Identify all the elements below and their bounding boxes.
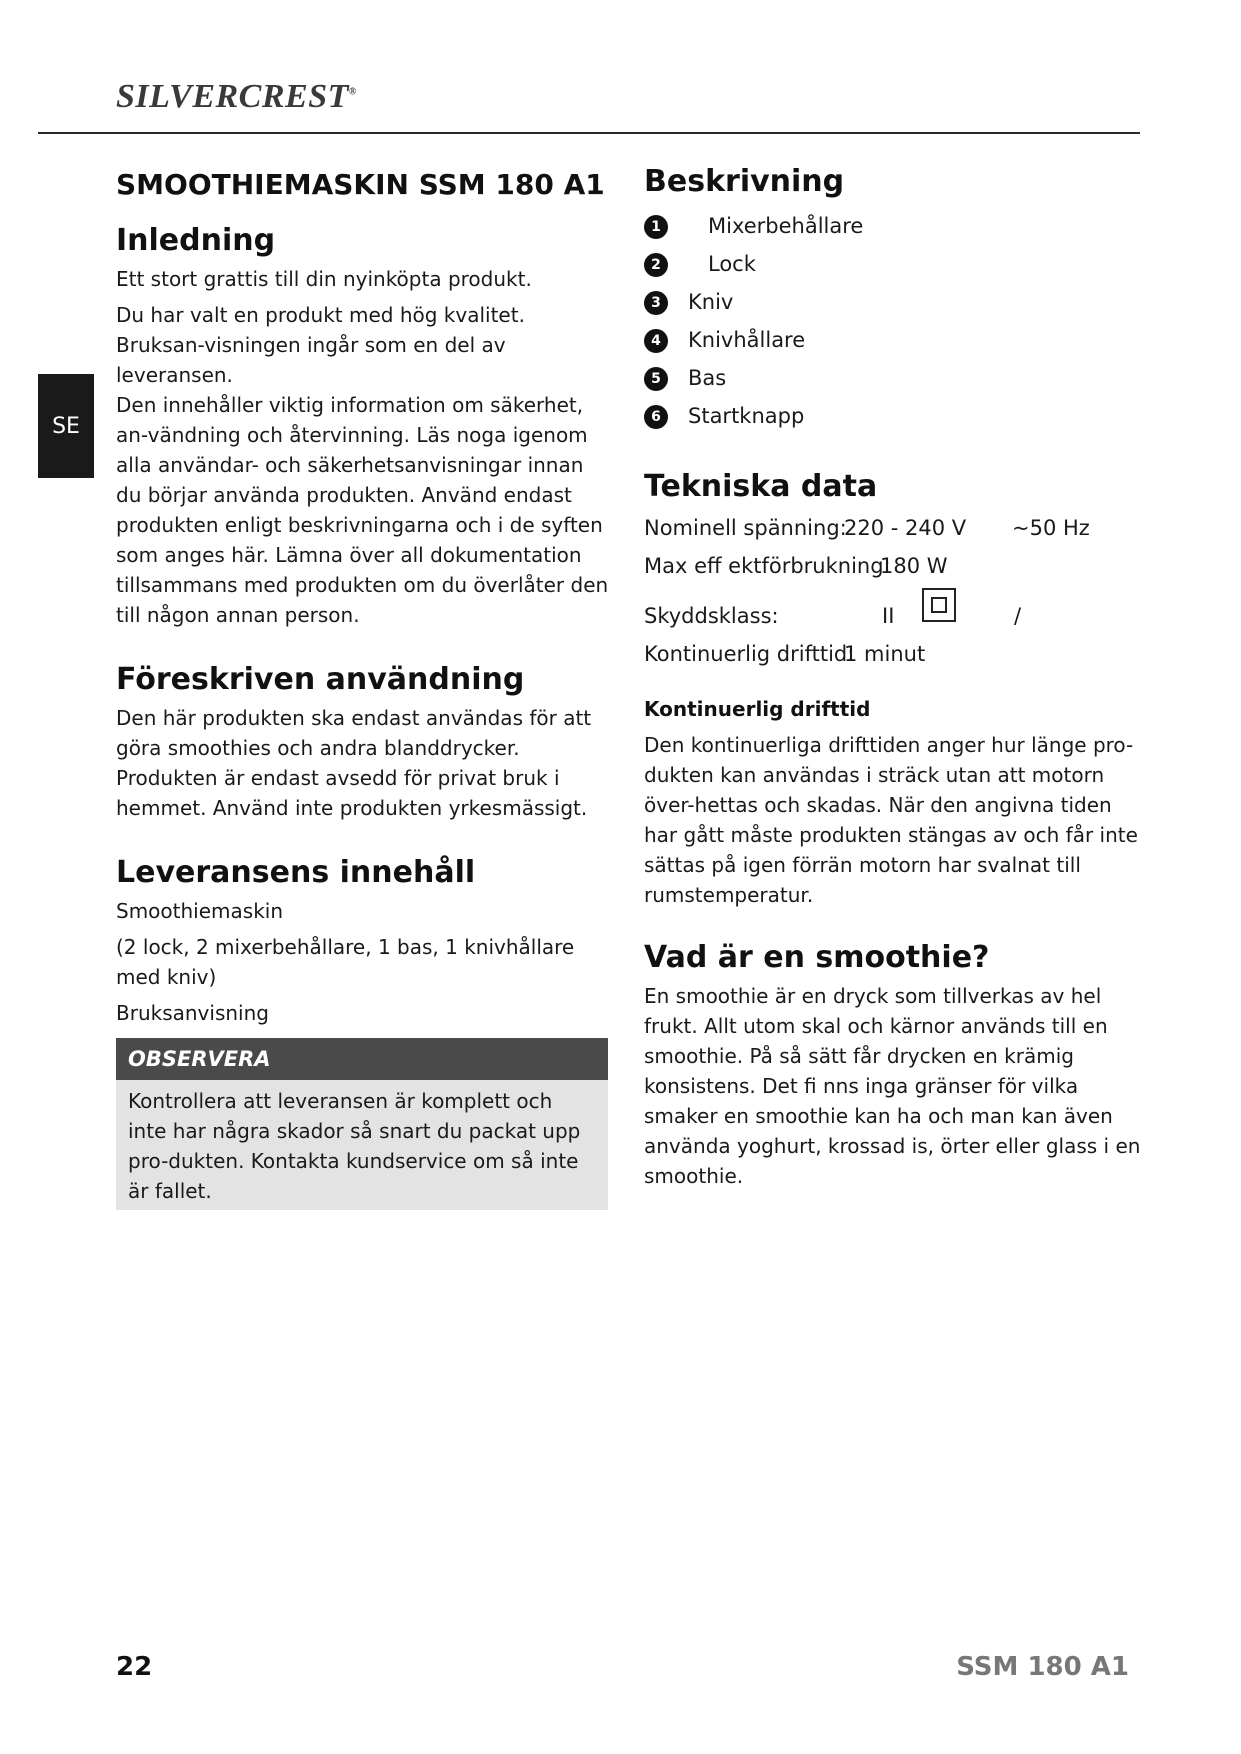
part-label: Lock: [708, 252, 756, 276]
intro-paragraph-1: Ett stort grattis till din nyinköpta produkt.: [116, 267, 532, 291]
left-column: [116, 160, 614, 1210]
runtime-paragraph: Den kontinuerliga drifttiden anger hur länge pro-dukten kan användas i sträck utan att motorn över-hettas och skadas. När den angivna tiden har gått måste produkten stängas av och får inte sättas på igen förrän motorn har svalnat till rumstemperatur.: [644, 733, 1138, 907]
right-column: [644, 160, 1144, 1191]
part-number-badge: 6: [644, 405, 668, 429]
list-item: [644, 211, 1144, 249]
spec-value: II: [882, 604, 895, 628]
section-heading-delivery-contents: Leveransens innehåll: [116, 855, 476, 890]
brand-name: SILVERCREST: [116, 78, 349, 115]
spec-label: Max eff ektförbrukning:: [644, 554, 891, 578]
delivery-item: Smoothiemaskin: [116, 899, 284, 923]
list-item: [644, 363, 1144, 401]
spec-label: Skyddsklass:: [644, 604, 779, 628]
spec-value: 220 - 240 V: [844, 516, 967, 540]
spec-value: 180 W: [880, 554, 948, 578]
intro-paragraph-2: Du har valt en produkt med hög kvalitet. Bruksan-visningen ingår som en del av leveransen.: [116, 303, 525, 387]
document-title: SMOOTHIEMASKIN SSM 180 A1: [116, 168, 605, 201]
list-item: [644, 401, 1144, 439]
subheading-continuous-runtime: Kontinuerlig drifttid: [644, 697, 871, 721]
page-number: 22: [116, 1652, 153, 1682]
part-label: Knivhållare: [688, 328, 806, 352]
brand-logo: [116, 78, 357, 116]
list-item: [644, 325, 1144, 363]
section-heading-technical-data: Tekniska data: [644, 469, 878, 504]
spec-row-protection-class: [644, 594, 1144, 638]
list-item: [644, 249, 1144, 287]
section-heading-intended-use: Föreskriven användning: [116, 662, 525, 697]
notice-body: [116, 1080, 608, 1210]
part-number-badge: 3: [644, 291, 668, 315]
notice-box: [116, 1038, 608, 1210]
part-number-badge: 4: [644, 329, 668, 353]
section-heading-introduction: Inledning: [116, 223, 276, 258]
header-divider: [38, 132, 1140, 134]
part-label: Bas: [688, 366, 727, 390]
protection-class-ii-icon: [922, 588, 956, 622]
part-number-badge: 5: [644, 367, 668, 391]
section-heading-description: Beskrivning: [644, 164, 845, 199]
part-number-badge: 1: [644, 215, 668, 239]
spec-separator: /: [1014, 604, 1022, 628]
trademark-symbol: ®: [348, 86, 357, 98]
parts-list: [644, 211, 1144, 439]
part-label: Startknapp: [688, 404, 805, 428]
footer-model-name: SSM 180 A1: [956, 1652, 1129, 1682]
spec-row-power: [644, 550, 1144, 594]
list-item: [644, 287, 1144, 325]
smoothie-paragraph: En smoothie är en dryck som tillverkas av hel frukt. Allt utom skal och kärnor används till en smoothie. På så sätt får drycken en krämig konsistens. Det fi nns inga gränser för vilka smaker en smoothie kan ha och man kan även använda yoghurt, krossad is, örter eller glass i en smoothie.: [644, 984, 1141, 1188]
spec-label: Kontinuerlig drifttid:: [644, 642, 855, 666]
language-code: SE: [52, 413, 80, 439]
section-heading-what-is-smoothie: Vad är en smoothie?: [644, 940, 990, 975]
part-number-badge: 2: [644, 253, 668, 277]
language-tab: [38, 374, 94, 478]
intro-paragraph-3: Den innehåller viktig information om säkerhet, an-vändning och återvinning. Läs noga igenom alla användar- och säkerhetsanvisningar innan du börjar använda produkten. Använd endast produkten enligt beskrivningarna och i de syften som anges här. Lämna över all dokumentation tillsammans med produkten om du överlåter den till någon annan person.: [116, 393, 609, 627]
spec-value-frequency: ~50 Hz: [1012, 516, 1090, 540]
spec-row-runtime: [644, 638, 1144, 676]
notice-text: Kontrollera att leveransen är komplett och inte har några skador så snart du packat upp pro-dukten. Kontakta kundservice om så inte är fallet.: [128, 1089, 581, 1203]
spec-label: Nominell spänning:: [644, 516, 847, 540]
delivery-item: Bruksanvisning: [116, 1001, 269, 1025]
delivery-item: (2 lock, 2 mixerbehållare, 1 bas, 1 knivhållare med kniv): [116, 935, 575, 989]
spec-value: 1 minut: [844, 642, 926, 666]
notice-title: OBSERVERA: [116, 1038, 608, 1080]
part-label: Mixerbehållare: [708, 214, 864, 238]
spec-row-voltage: [644, 512, 1144, 550]
part-label: Kniv: [688, 290, 734, 314]
intended-use-paragraph: Den här produkten ska endast användas för att göra smoothies och andra blanddrycker. Produkten är endast avsedd för privat bruk i hemmet. Använd inte produkten yrkesmässigt.: [116, 706, 592, 820]
